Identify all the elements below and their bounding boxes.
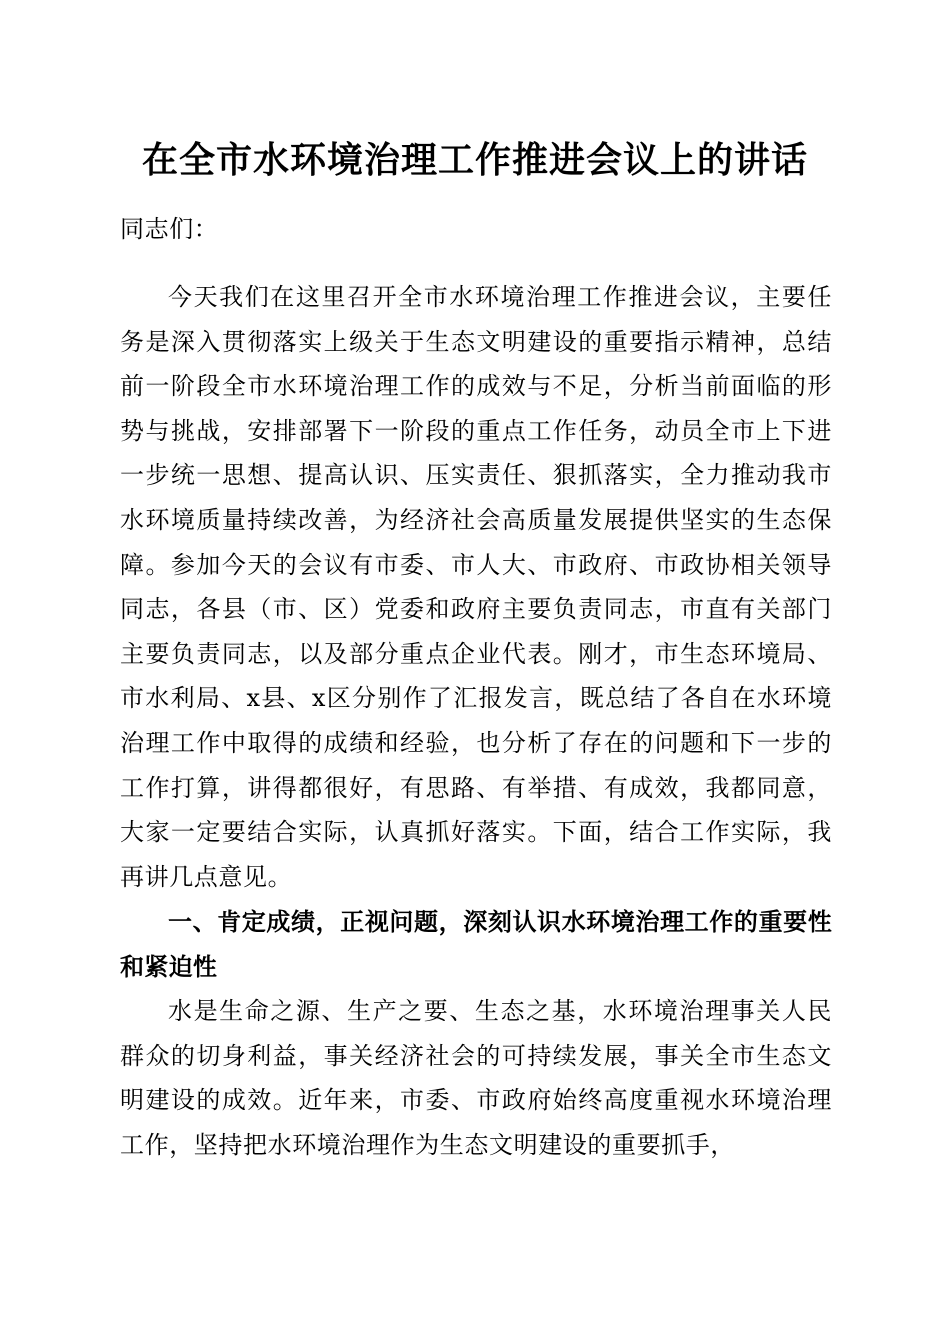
paragraph-section-1: 水是生命之源、生产之要、生态之基，水环境治理事关人民群众的切身利益，事关经济社会的可持续发展，事关全市生态文明建设的成效。近年来，市委、市政府始终高度重视水环境治理工作，坚持把水环境治理作为生态文明建设的重要抓手， [120, 997, 832, 1159]
paragraph-intro: 今天我们在这里召开全市水环境治理工作推进会议，主要任务是深入贯彻落实上级关于生态文明建设的重要指示精神，总结前一阶段全市水环境治理工作的成效与不足，分析当前面临的形势与挑战，安排部署下一阶段的重点工作任务，动员全市上下进一步统一思想、提高认识、压实责任、狠抓落实，全力推动我市水环境质量持续改善，为经济社会高质量发展提供坚实的生态保障。参加今天的会议有市委、市人大、市政府、市政协相关领导同志，各县（市、区）党委和政府主要负责同志，市直有关部门主要负责同志，以及部分重点企业代表。刚才，市生态环境局、市水利局、x县、x区分别作了汇报发言，既总结了各自在水环境治理工作中取得的成绩和经验，也分析了存在的问题和下一步的工作打算，讲得都很好，有思路、有举措、有成效，我都同意，大家一定要结合实际，认真抓好落实。下面，结合工作实际，我再讲几点意见。 [120, 283, 832, 891]
section-heading-1: 一、肯定成绩，正视问题，深刻认识水环境治理工作的重要性和紧迫性 [120, 908, 832, 981]
salutation: 同志们： [120, 215, 219, 243]
document-title: 在全市水环境治理工作推进会议上的讲话 [141, 139, 808, 181]
